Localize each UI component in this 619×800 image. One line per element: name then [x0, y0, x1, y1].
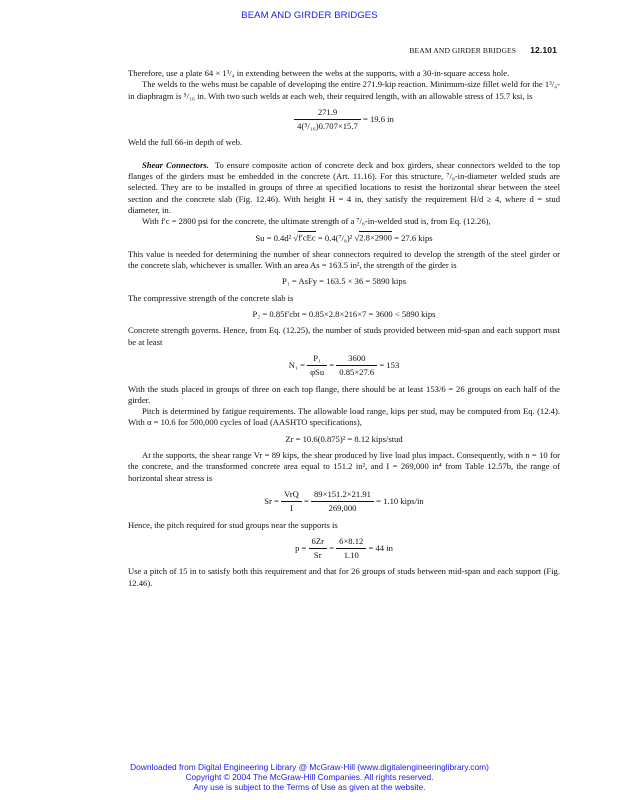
paragraph-girder-strength: This value is needed for determining the number of shear connectors required to develop the strength of the steel girder or the concrete slab, whichever is smaller. With an area As = 163.5 in², the strength of the girder is — [128, 248, 560, 271]
equation-result: = 19.6 in — [362, 113, 394, 124]
equation-lhs: Su = 0.4d² — [255, 232, 292, 243]
paragraph-plate: Therefore, use a plate 64 × 1³/₄ in extending between the webs at the supports, with a 30-in-square access hole. — [128, 68, 510, 78]
paragraph-stud-count: Concrete strength governs. Hence, from Eq. (12.25), the number of studs provided between mid-span and each support must be at least — [128, 325, 560, 347]
paragraph-stud-groups: With the studs placed in groups of three on each top flange, there should be at least 153/6 = 26 groups on each half of the girder. — [128, 383, 560, 405]
fraction-numeric — [336, 353, 377, 379]
equation-lhs: p = — [295, 542, 307, 553]
sqrt-sign-icon: √ — [293, 232, 299, 243]
equation-middle: = 0.4(⁷/₈)² — [317, 232, 353, 243]
fraction-denominator: I — [290, 503, 293, 514]
paragraph-text: To ensure composite action of concrete deck and box girders, shear connectors welded to the top flanges of the girders must be embedded in the concrete (Art. 11.16). For this structure, ⁷/₈-in-diameter welded studs are selected. They are to be installed in groups of three at specified locations to resist the horizontal shear between the steel section and the concrete slab (Fig. 12.46). With height H = 4 in, they satisfy the requirement H/d ≥ 4, where d = stud diameter, in. — [128, 159, 560, 215]
paragraph-pitch: Pitch is determined by fatigue requirements. The allowable load range, kips per stud, may be computed from Eq. (12.4). With α = 10.6 for 500,000 cycles of load (AASHTO specifications), — [128, 406, 560, 428]
fraction-numerator: VrQ — [281, 489, 302, 502]
footer-download-link[interactable]: Downloaded from Digital Engineering Library @ McGraw-Hill (www.digitalengineeringlibrary.com) — [130, 762, 489, 772]
page-number: 12.101 — [530, 45, 557, 55]
equation-pitch — [128, 536, 560, 562]
equation-result: = 27.6 kips — [394, 232, 433, 243]
sqrt-sign-icon: √ — [354, 232, 360, 243]
equation-shear-stress — [128, 489, 560, 515]
running-head-title: BEAM AND GIRDER BRIDGES — [409, 46, 517, 55]
footer — [0, 762, 619, 792]
paragraph-slab-strength: The compressive strength of the concrete slab is — [128, 292, 294, 303]
fraction-weld — [294, 107, 361, 133]
fraction-symbolic — [281, 489, 302, 515]
paragraph-shear-range: At the supports, the shear range Vr = 89 kips, the shear produced by live load plus impact. Consequently, with n = 10 for the concrete, and the transformed concrete area equal to 151.2 in², and I = 269,000 in⁴ from Table 12.57b, the range of horizontal shear stress is — [128, 450, 560, 483]
equation-girder-strength: P₁ = AsFy = 163.5 × 36 = 5890 kips — [281, 276, 407, 287]
paragraph-stud-strength: With f′c = 2800 psi for the concrete, the ultimate strength of a ⁷/₈-in-welded stud is, from Eq. (12.26), — [142, 216, 491, 227]
equation-result: = 1.10 kips/in — [376, 495, 424, 506]
fraction-denominator: Sr — [313, 550, 322, 561]
equals-sign: = — [329, 359, 335, 370]
equals-sign: = — [303, 495, 309, 506]
equals-sign: = — [329, 542, 334, 553]
fraction-denominator: 0.85×27.6 — [339, 367, 375, 378]
fraction-denominator: 1.10 — [343, 550, 359, 561]
equation-lhs: N₁ = — [288, 359, 305, 370]
equation-result: = 153 — [379, 359, 400, 370]
equation-load-range: Zr = 10.6(0.875)² = 8.12 kips/stud — [285, 433, 403, 444]
sqrt-radicand: 2.8×2900 — [359, 232, 392, 243]
fraction-numerator: 89×151.2×21.91 — [311, 489, 374, 502]
footer-copyright: Copyright © 2004 The McGraw-Hill Companies. All rights reserved. — [185, 772, 434, 782]
fraction-numerator: 3600 — [336, 353, 377, 366]
fraction-denominator: φSu — [310, 367, 325, 378]
equation-stud-count — [128, 353, 560, 379]
fraction-denominator: 4(⁵/₁₆)0.707×15.7 — [297, 121, 358, 132]
equation-slab-strength: P₂ = 0.85f′cbt = 0.85×2.8×216×7 = 3600 < 5890 kips — [252, 309, 436, 320]
fraction-numeric — [311, 489, 374, 515]
page-body — [128, 68, 560, 589]
fraction-numeric — [336, 536, 366, 562]
section-heading: Shear Connectors. — [142, 159, 209, 170]
running-head — [409, 45, 557, 55]
equation-result: = 44 in — [368, 542, 393, 553]
fraction-numerator: 6×8.12 — [336, 536, 366, 549]
fraction-symbolic — [307, 353, 327, 379]
equation-weld-length — [128, 107, 560, 133]
fraction-denominator: 269,000 — [328, 503, 357, 514]
paragraph-weld-depth: Weld the full 66-in depth of web. — [128, 137, 243, 148]
paragraph-conclusion: Use a pitch of 15 in to satisfy both this requirement and that for 26 groups of studs between mid-span and each support (Fig. 12.46). — [128, 566, 560, 588]
paragraph-welds: The welds to the webs must be capable of developing the entire 271.9-kip reaction. Minimum-size fillet weld for the 1³/₄-in diaphragm is ⁵/₁₆ in. With two such welds at each web, their required length, with an allowable stress of 15.7 ksi, is — [128, 79, 560, 101]
fraction-numerator: 6Zr — [309, 536, 327, 549]
paragraph-shear-connectors — [128, 160, 560, 216]
equation-lhs: Sr = — [264, 495, 279, 506]
fraction-symbolic — [309, 536, 327, 562]
fraction-numerator: P₁ — [307, 353, 327, 366]
top-banner: BEAM AND GIRDER BRIDGES — [241, 10, 378, 21]
footer-terms: Any use is subject to the Terms of Use as given at the website. — [193, 782, 426, 792]
fraction-numerator: 271.9 — [294, 107, 361, 120]
paragraph-pitch-required: Hence, the pitch required for stud groups near the supports is — [128, 519, 338, 530]
sqrt-radicand: f′cEc — [298, 232, 316, 243]
equation-stud-strength — [128, 233, 560, 244]
